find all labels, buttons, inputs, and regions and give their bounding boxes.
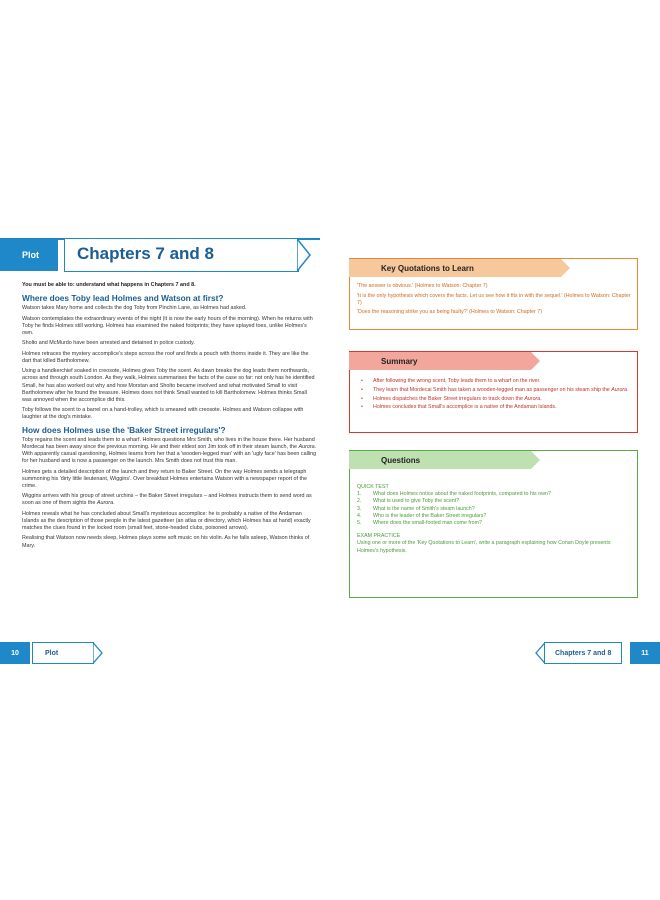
question-item: 2. What is used to give Toby the scent? — [357, 498, 460, 505]
section-tab-label: Plot — [22, 250, 39, 260]
quotation: 'It is the only hypothesis which covers the facts. Let us see how it fits in with the sequel.' (Holmes to Watson: Chapter 7) — [357, 292, 631, 306]
questions-title: Questions — [349, 451, 531, 469]
summary-item: • After following the wrong scent, Toby leads them to a wharf on the river. — [357, 378, 631, 385]
question-item: 1. What does Holmes notice about the naked footprints, compared to his own? — [357, 491, 551, 498]
summary-list — [357, 378, 631, 412]
section-heading-toby: Where does Toby lead Holmes and Watson at first? — [22, 293, 224, 304]
summary-item: • They learn that Mordecai Smith has taken a wooden-legged man as passenger on his steam ship the Aurora. — [357, 387, 631, 394]
page-title: Chapters 7 and 8 — [77, 244, 214, 263]
summary-item: • Holmes dispatches the Baker Street irregulars to track down the Aurora. — [357, 396, 631, 403]
key-quotations-title: Key Quotations to Learn — [349, 259, 561, 277]
section-heading-irregulars: How does Holmes use the 'Baker Street irregulars'? — [22, 424, 226, 435]
paragraph: Sholto and McMurdo have been arrested and detained in police custody. — [22, 340, 195, 347]
quotation: 'Does the reasoning strike you as being faulty?' (Holmes to Watson: Chapter 7) — [357, 309, 542, 316]
summary-title: Summary — [349, 352, 531, 370]
paragraph: Watson takes Mary home and collects the dog Toby from Pinchin Lane, as Holmes had asked. — [22, 305, 247, 312]
header-arrow-icon — [531, 451, 540, 469]
summary-box — [349, 351, 638, 433]
footer-chapter-label: Chapters 7 and 8 — [544, 642, 622, 664]
chapter-title-box — [64, 238, 299, 272]
quick-test-list — [357, 491, 631, 527]
paragraph: Toby regains the scent and leads them to a wharf. Holmes questions Mrs Smith, who lives in the house there. Her husband Mordecai has been away since the previous morning. He and their eldest son Jim took off in their steam launch, the Aurora. With apparently casual questioning, Holmes learns from her that a 'wooden-legged man' with an 'ugly face' has been calling for her husband and is now a passenger on the launch. Mrs Smith does not trust this man. — [22, 436, 317, 465]
exam-practice-text: Using one or more of the 'Key Quotations to Learn', write a paragraph explaining how Conan Doyle presents Holmes's hypothesis. — [357, 540, 611, 554]
paragraph: Holmes retraces the mystery accomplice's steps across the roof and finds a pouch with thorns inside it. They are like the dart that killed Bartholomew. — [22, 350, 309, 364]
question-item: 4. Who is the leader of the Baker Street irregulars? — [357, 512, 487, 519]
header-arrow-icon — [531, 352, 540, 370]
key-quotations-box — [349, 258, 638, 330]
page-number-left: 10 — [0, 642, 30, 664]
paragraph: Toby follows the scent to a barrel on a hand-trolley, which is smeared with creosote. Holmes and Watson collapse with laughter at the dog's mistake. — [22, 407, 304, 421]
learning-objective: You must be able to: understand what happens in Chapters 7 and 8. — [22, 282, 196, 288]
footer-arrow-icon — [93, 642, 103, 664]
paragraph: Realising that Watson now needs sleep, Holmes plays some soft music on his violin. As he falls asleep, Watson thinks of Mary. — [22, 535, 310, 549]
header-arrow-icon — [561, 259, 570, 277]
exam-practice-label: EXAM PRACTICE — [357, 533, 401, 540]
paragraph: Watson contemplates the extraordinary events of the night (it is now the early hours of the morning). When he returns with Toby he finds Holmes still working. Holmes has examined the naked footprints; they have splayed toes, unlike Holmes's own. — [22, 315, 313, 336]
paragraph: Wiggins arrives with his group of street urchins – the Baker Street irregulars – and Holmes instructs them to send word as soon as one of them sights the Aurora. — [22, 493, 312, 507]
footer-section-label: Plot — [32, 642, 94, 664]
questions-box — [349, 450, 638, 598]
paragraph: Holmes gets a detailed description of the launch and they return to Baker Street. On the way Holmes sends a telegraph summoning his 'dirty little lieutenant, Wiggins'. Over breakfast Holmes entertains Watson with a newspaper report of the crime. — [22, 468, 307, 489]
summary-item: • Holmes concludes that Small's accomplice is a native of the Andaman Islands. — [357, 404, 631, 411]
title-arrow-icon — [297, 238, 311, 272]
page-number-right: 11 — [630, 642, 660, 664]
paragraph: Using a handkerchief soaked in creosote, Holmes gives Toby the scent. As dawn breaks the dog leads them northwards, across and through south London. As they walk, Holmes summarises the facts of the case so far: not only has he identified Small, he has also worked out why and how Morstan and Sholto became involved and what motivated Small to visit Bartholomew after he found the treasure. Holmes does not think Small wanted to kill Bartholomew. Holmes thinks Small was annoyed when the accomplice did this. — [22, 368, 315, 403]
main-text-column — [22, 282, 318, 553]
quick-test-label: QUICK TEST — [357, 484, 389, 490]
question-item: 5. Where does the small-footed man come from? — [357, 520, 482, 527]
question-item: 3. What is the name of Smith's steam launch? — [357, 505, 475, 512]
paragraph: Holmes reveals what he has concluded about Small's mysterious accomplice: he is probably a native of the Andaman Islands as the description of those people in the latest gazetteer (an atlas or directory, which Holmes has at hand) exactly matches the clues found in the locked room (small feet, stone-headed clubs, poisoned arrows). — [22, 510, 311, 531]
quotation: 'The answer is obvious.' (Holmes to Watson: Chapter 7) — [357, 283, 488, 289]
section-tab — [0, 239, 58, 271]
